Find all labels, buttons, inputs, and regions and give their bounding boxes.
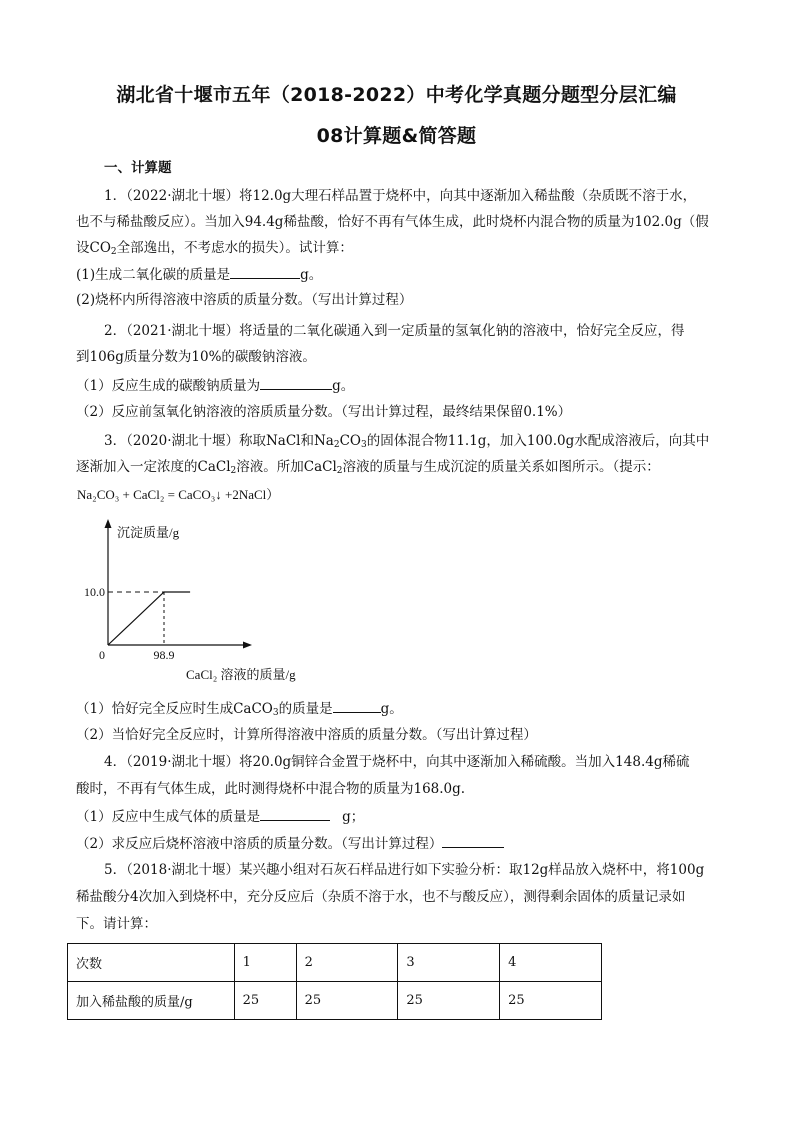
table-cell: 4 bbox=[500, 944, 602, 982]
q1-answer-blank[interactable] bbox=[230, 264, 300, 279]
table-row bbox=[68, 982, 602, 1020]
q3-line-2-sub-2: 2 bbox=[336, 466, 343, 476]
q1-line-3-subscript: 2 bbox=[110, 247, 117, 257]
q3-part-1-sub: 3 bbox=[272, 708, 279, 718]
q4-answer-blank-2[interactable] bbox=[442, 833, 504, 848]
q3-line-2-sub-1: 2 bbox=[230, 466, 237, 476]
table-cell: 1 bbox=[234, 944, 296, 982]
y-tick-label: 10.0 bbox=[84, 585, 105, 599]
q2-answer-blank[interactable] bbox=[260, 375, 332, 390]
q3-line-1-b: CO bbox=[339, 433, 361, 449]
q3-line-1-c: 的固体混合物11.1g，加入100.0g水配成溶液后，向其中 bbox=[366, 433, 710, 449]
q5-line-1: 5．（2018·湖北十堰）某兴趣小组对石灰石样品进行如下实验分析：取12g样品放入烧杯中，将100g bbox=[104, 862, 705, 878]
q5-line-2: 稀盐酸分4次加入到烧杯中，充分反应后（杂质不溶于水，也不与酸反应），测得剩余固体的质量记录如 bbox=[76, 889, 686, 905]
q2-part-1-text: （1）反应生成的碳酸钠质量为 bbox=[76, 378, 261, 394]
q3-line-2 bbox=[76, 457, 660, 481]
q5-line-3: 下。请计算： bbox=[76, 916, 157, 932]
q1-line-2: 也不与稀盐酸反应）。当加入94.4g稀盐酸，恰好不再有气体生成，此时烧杯内混合物的质量为102.0g（假 bbox=[76, 214, 709, 230]
q1-part-1-text: (1)生成二氧化碳的质量是 bbox=[76, 267, 231, 283]
precipitate-chart bbox=[75, 515, 395, 690]
q1-line-3-text-a: 设CO bbox=[76, 240, 111, 256]
q3-part-2: （2）当恰好完全反应时，计算所得溶液中溶质的质量分数。（写出计算过程） bbox=[76, 727, 537, 743]
q3-answer-blank[interactable] bbox=[333, 698, 381, 713]
q3-line-1-a: 3．（2020·湖北十堰）称取NaCl和Na bbox=[104, 433, 334, 449]
q4-answer-blank[interactable] bbox=[260, 806, 330, 821]
x-axis-label: CaCl₂ 溶液的质量/g bbox=[186, 667, 296, 682]
q1-line-3 bbox=[76, 238, 353, 262]
table-cell: 3 bbox=[398, 944, 500, 982]
y-axis-arrow bbox=[105, 519, 112, 528]
q3-line-1-sub-2: 3 bbox=[361, 440, 367, 450]
table-cell: 加入稀盐酸的质量/g bbox=[68, 982, 235, 1020]
x-axis-arrow bbox=[243, 642, 252, 649]
q1-line-3-text-b: 全部逸出，不考虑水的损失）。试计算： bbox=[116, 240, 353, 256]
q4-part-1-text: （1）反应中生成气体的质量是 bbox=[76, 809, 261, 825]
q3-line-2-a: 逐渐加入一定浓度的CaCl bbox=[76, 459, 231, 475]
q4-part-1 bbox=[76, 806, 364, 827]
title-line-1: 湖北省十堰市五年（2018-2022）中考化学真题分题型分层汇编 bbox=[116, 84, 677, 106]
table-cell: 25 bbox=[296, 982, 398, 1020]
q3-part-1-unit: g。 bbox=[380, 701, 403, 717]
q1-part-1-unit: g。 bbox=[300, 267, 323, 283]
q4-part-1-unit: g； bbox=[342, 809, 365, 825]
q2-line-2: 到106g质量分数为10%的碳酸钠溶液。 bbox=[76, 349, 316, 365]
q4-part-2-text: （2）求反应后烧杯溶液中溶质的质量分数。（写出计算过程） bbox=[76, 836, 443, 852]
q3-part-1 bbox=[76, 698, 403, 723]
precipitate-mass-line bbox=[108, 592, 190, 645]
q1-part-1 bbox=[76, 264, 322, 285]
q4-line-1: 4．（2019·湖北十堰）将20.0g铜锌合金置于烧杯中，向其中逐渐加入稀硫酸。当加入148.4g稀硫 bbox=[104, 754, 690, 770]
q2-part-2: （2）反应前氢氧化钠溶液的溶质质量分数。（写出计算过程，最终结果保留0.1%） bbox=[76, 404, 572, 420]
q3-line-2-b: 溶液。所加CaCl bbox=[236, 459, 337, 475]
y-axis-label: 沉淀质量/g bbox=[117, 525, 180, 540]
q2-part-1 bbox=[76, 375, 354, 396]
q3-line-1 bbox=[104, 431, 709, 455]
q4-part-2 bbox=[76, 833, 504, 854]
q3-line-1-sub-1: 2 bbox=[333, 440, 340, 450]
table-cell: 25 bbox=[398, 982, 500, 1020]
table-cell: 25 bbox=[234, 982, 296, 1020]
q3-line-2-c: 溶液的质量与生成沉淀的质量关系如图所示。（提示： bbox=[342, 459, 660, 475]
section-heading: 一、计算题 bbox=[104, 160, 172, 176]
q1-part-2: (2)烧杯内所得溶液中溶质的质量分数。（写出计算过程） bbox=[76, 292, 413, 308]
origin-label: 0 bbox=[99, 648, 105, 662]
q3-part-1-b: 的质量是 bbox=[278, 701, 333, 717]
x-tick-label: 98.9 bbox=[153, 648, 175, 662]
table-cell: 次数 bbox=[68, 944, 235, 982]
q2-part-1-unit: g。 bbox=[332, 378, 355, 394]
q4-line-2: 酸时，不再有气体生成，此时测得烧杯中混合物的质量为168.0g. bbox=[76, 781, 466, 797]
q5-data-table bbox=[67, 943, 602, 1020]
q3-part-1-a: （1）恰好完全反应时生成CaCO bbox=[76, 701, 273, 717]
title-line-2: 08计算题&简答题 bbox=[316, 125, 477, 147]
table-cell: 2 bbox=[296, 944, 398, 982]
table-cell: 25 bbox=[500, 982, 602, 1020]
table-row bbox=[68, 944, 602, 982]
q3-equation: Na₂CO₃ + CaCl₂ = CaCO₃↓ +2NaCl） bbox=[77, 487, 280, 502]
q2-line-1: 2．（2021·湖北十堰）将适量的二氧化碳通入到一定质量的氢氧化钠的溶液中，恰好完全反应，得 bbox=[104, 323, 685, 339]
q1-line-1: 1．（2022·湖北十堰）将12.0g大理石样品置于烧杯中，向其中逐渐加入稀盐酸（杂质既不溶于水， bbox=[104, 188, 697, 204]
